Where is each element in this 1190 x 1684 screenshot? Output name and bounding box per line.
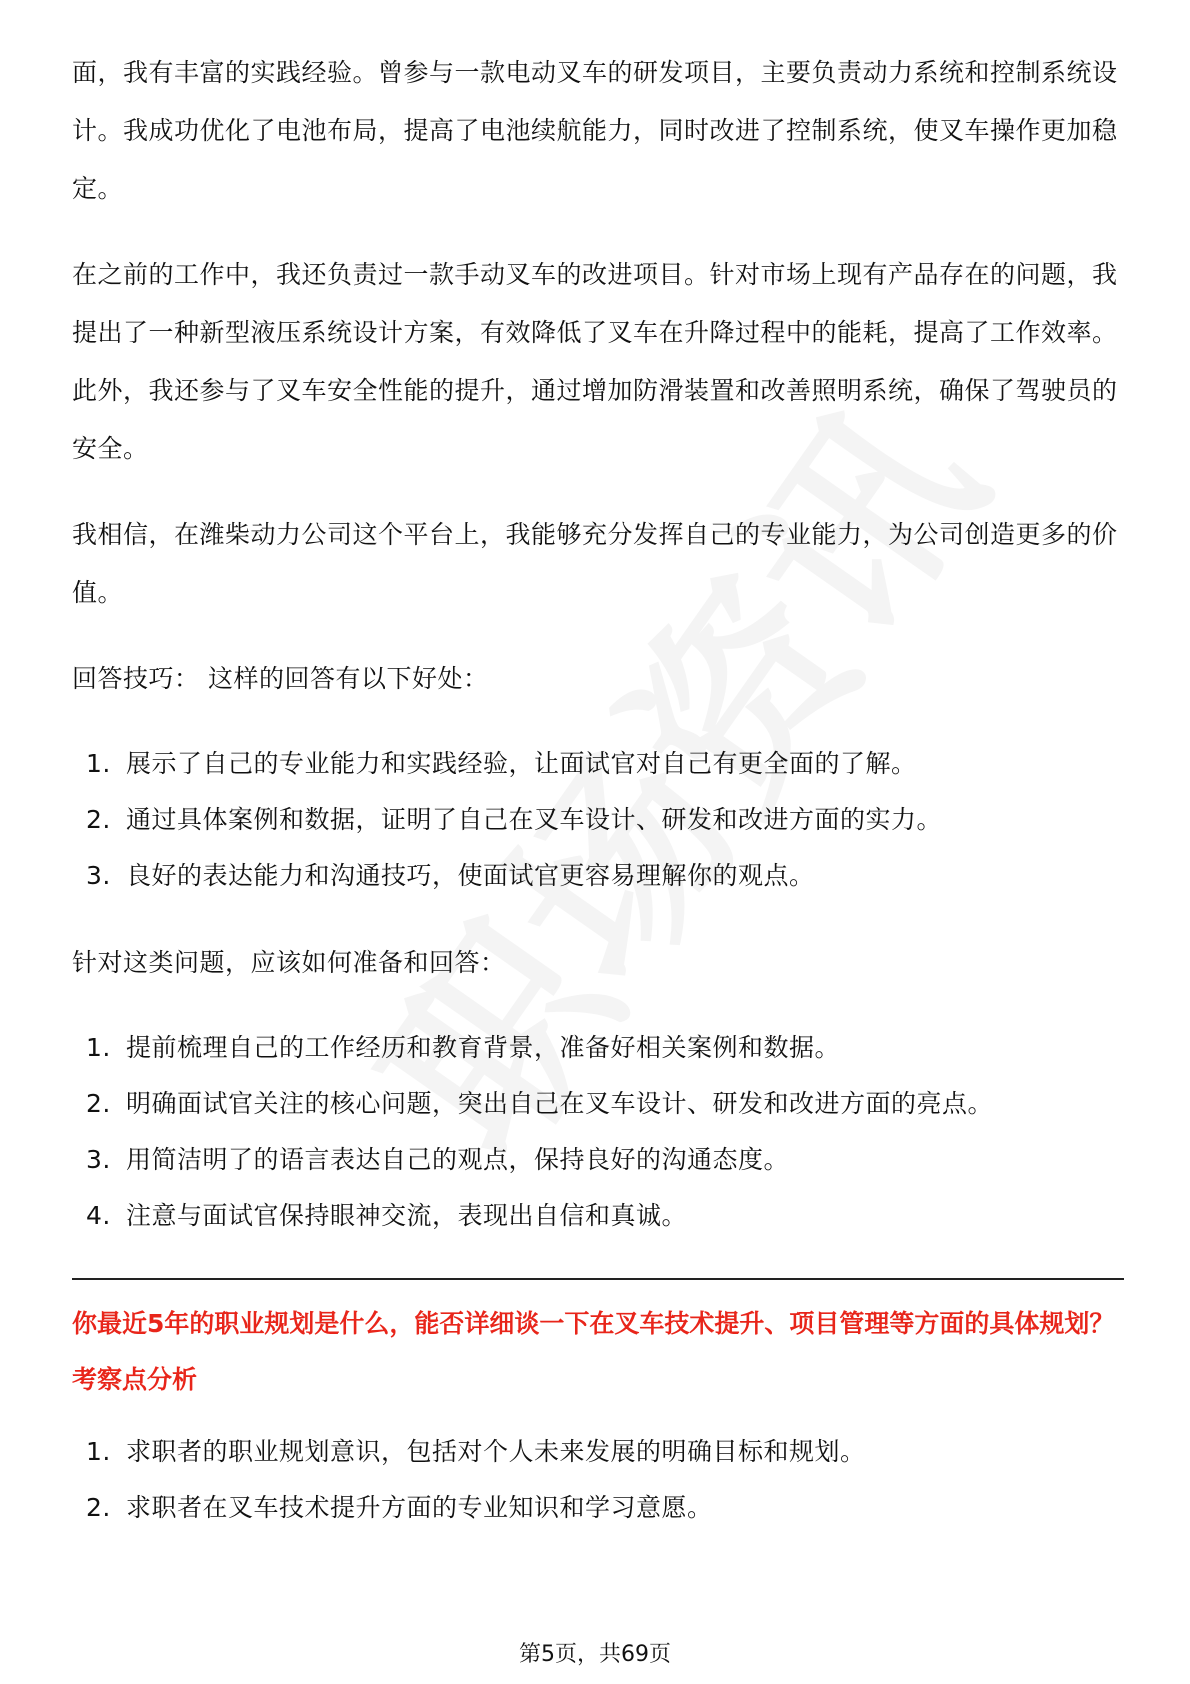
analysis-list [72, 1424, 1124, 1536]
tips-intro: 回答技巧： 这样的回答有以下好处： [72, 664, 489, 693]
list-item [86, 1132, 1124, 1188]
list-text: 用简洁明了的语言表达自己的观点，保持良好的沟通态度。 [126, 1145, 790, 1174]
document-page [72, 44, 1124, 1566]
tips-list [72, 736, 1124, 904]
list-item [86, 848, 1124, 904]
prep-intro: 针对这类问题，应该如何准备和回答： [72, 948, 506, 977]
list-number: 1. [86, 1437, 111, 1466]
section-divider [72, 1278, 1124, 1280]
paragraph-experience: 面，我有丰富的实践经验。曾参与一款电动叉车的研发项目，主要负责动力系统和控制系统设计。我成功优化了电池布局，提高了电池续航能力，同时改进了控制系统，使叉车操作更加稳定。 [72, 58, 1118, 203]
list-text: 注意与面试官保持眼神交流，表现出自信和真诚。 [126, 1201, 688, 1230]
interview-question: 你最近5年的职业规划是什么，能否详细谈一下在叉车技术提升、项目管理等方面的具体规划？ [72, 1309, 1115, 1338]
list-item [86, 736, 1124, 792]
list-item [86, 1480, 1124, 1536]
list-item [86, 1020, 1124, 1076]
analysis-title: 考察点分析 [72, 1365, 198, 1394]
prep-list [72, 1020, 1124, 1244]
list-text: 提前梳理自己的工作经历和教育背景，准备好相关案例和数据。 [126, 1033, 841, 1062]
list-number: 3. [86, 861, 111, 890]
list-number: 1. [86, 1033, 111, 1062]
list-item [86, 1188, 1124, 1244]
list-text: 通过具体案例和数据，证明了自己在叉车设计、研发和改进方面的实力。 [126, 805, 943, 834]
paragraph-belief: 我相信，在潍柴动力公司这个平台上，我能够充分发挥自己的专业能力，为公司创造更多的价值。 [72, 520, 1118, 607]
list-item [86, 1424, 1124, 1480]
list-number: 2. [86, 805, 111, 834]
page-footer: 第5页，共69页 [519, 1642, 671, 1667]
list-item [86, 1076, 1124, 1132]
list-text: 求职者的职业规划意识，包括对个人未来发展的明确目标和规划。 [126, 1437, 866, 1466]
list-number: 3. [86, 1145, 111, 1174]
list-text: 明确面试官关注的核心问题，突出自己在叉车设计、研发和改进方面的亮点。 [126, 1089, 994, 1118]
list-number: 4. [86, 1201, 111, 1230]
paragraph-previous-work: 在之前的工作中，我还负责过一款手动叉车的改进项目。针对市场上现有产品存在的问题，我提出了一种新型液压系统设计方案，有效降低了叉车在升降过程中的能耗，提高了工作效率。此外，我还参与了叉车安全性能的提升，通过增加防滑装置和改善照明系统，确保了驾驶员的安全。 [72, 260, 1118, 463]
list-number: 1. [86, 749, 111, 778]
list-item [86, 792, 1124, 848]
list-number: 2. [86, 1089, 111, 1118]
list-text: 展示了自己的专业能力和实践经验，让面试官对自己有更全面的了解。 [126, 749, 917, 778]
list-text: 良好的表达能力和沟通技巧，使面试官更容易理解你的观点。 [126, 861, 815, 890]
list-number: 2. [86, 1493, 111, 1522]
list-text: 求职者在叉车技术提升方面的专业知识和学习意愿。 [126, 1493, 713, 1522]
